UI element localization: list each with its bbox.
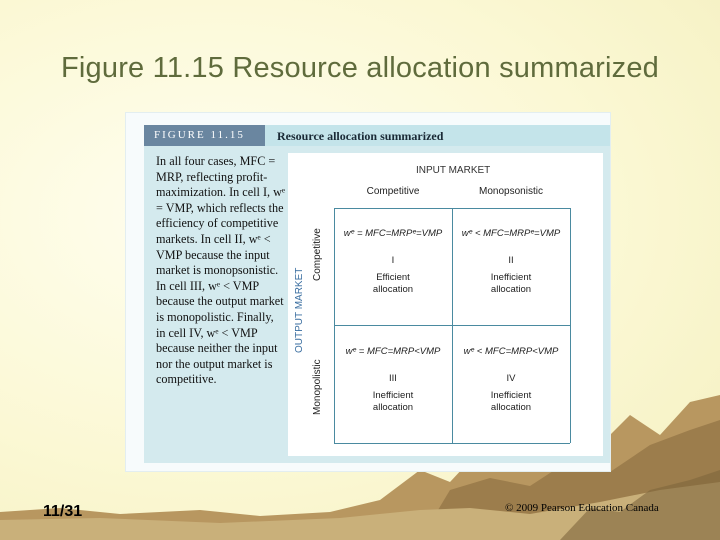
figure-caption — [156, 154, 286, 388]
cell-number: IV — [506, 373, 516, 384]
row-header-competitive: Competitive — [312, 228, 323, 281]
column-header-monopsonistic: Monopsonistic — [479, 186, 543, 197]
slide-title: Figure 11.15 Resource allocation summarized — [60, 52, 660, 84]
cell-number: II — [508, 255, 514, 266]
cell-result: Efficient allocation — [372, 272, 414, 295]
cell-number: III — [389, 373, 397, 384]
column-header-competitive: Competitive — [366, 186, 420, 197]
cell-result: Inefficient allocation — [372, 390, 414, 413]
cell-result: Inefficient allocation — [490, 390, 532, 413]
figure-title: Resource allocation summarized — [277, 129, 444, 143]
cell-result: Inefficient allocation — [490, 272, 532, 295]
cell-number: I — [391, 255, 395, 266]
cell-equation: wᵉ = MFC=MRP<VMP — [345, 346, 441, 357]
caption-text: In all four cases, MFC = MRP, reflecting profit-maximization. In cell I, wᵉ = VMP, which reflects the efficiency of competitive markets. In cell II, wᵉ < VMP because the input market is monopsonistic. In cell III, wᵉ < VMP because the output market is monopolistic. Finally, in cell IV, wᵉ < VMP because neither the input nor the output market is competitive. — [156, 154, 286, 387]
matrix-cell-1 — [334, 228, 452, 296]
figure-title-band — [265, 125, 610, 146]
copyright-notice: © 2009 Pearson Education Canada — [505, 502, 659, 514]
matrix-cell-2 — [452, 228, 570, 296]
cell-equation: wᵉ = MFC=MRPᵉ=VMP — [343, 228, 443, 239]
page-number: 11/31 — [43, 503, 83, 520]
figure-label: FIGURE 11.15 — [144, 125, 265, 146]
figure-panel — [144, 146, 610, 463]
grid-bottom-line — [334, 443, 570, 444]
matrix-cell-4 — [452, 346, 570, 414]
allocation-matrix — [288, 153, 603, 456]
grid-right-line — [570, 208, 571, 443]
input-market-label: INPUT MARKET — [416, 165, 491, 176]
cell-equation: wᵉ < MFC=MRPᵉ=VMP — [461, 228, 561, 239]
matrix-cell-3 — [334, 346, 452, 414]
figure-image — [126, 113, 610, 471]
row-header-monopolistic: Monopolistic — [312, 359, 323, 415]
output-market-label: OUTPUT MARKET — [294, 267, 305, 353]
cell-equation: wᵉ < MFC=MRP<VMP — [463, 346, 559, 357]
